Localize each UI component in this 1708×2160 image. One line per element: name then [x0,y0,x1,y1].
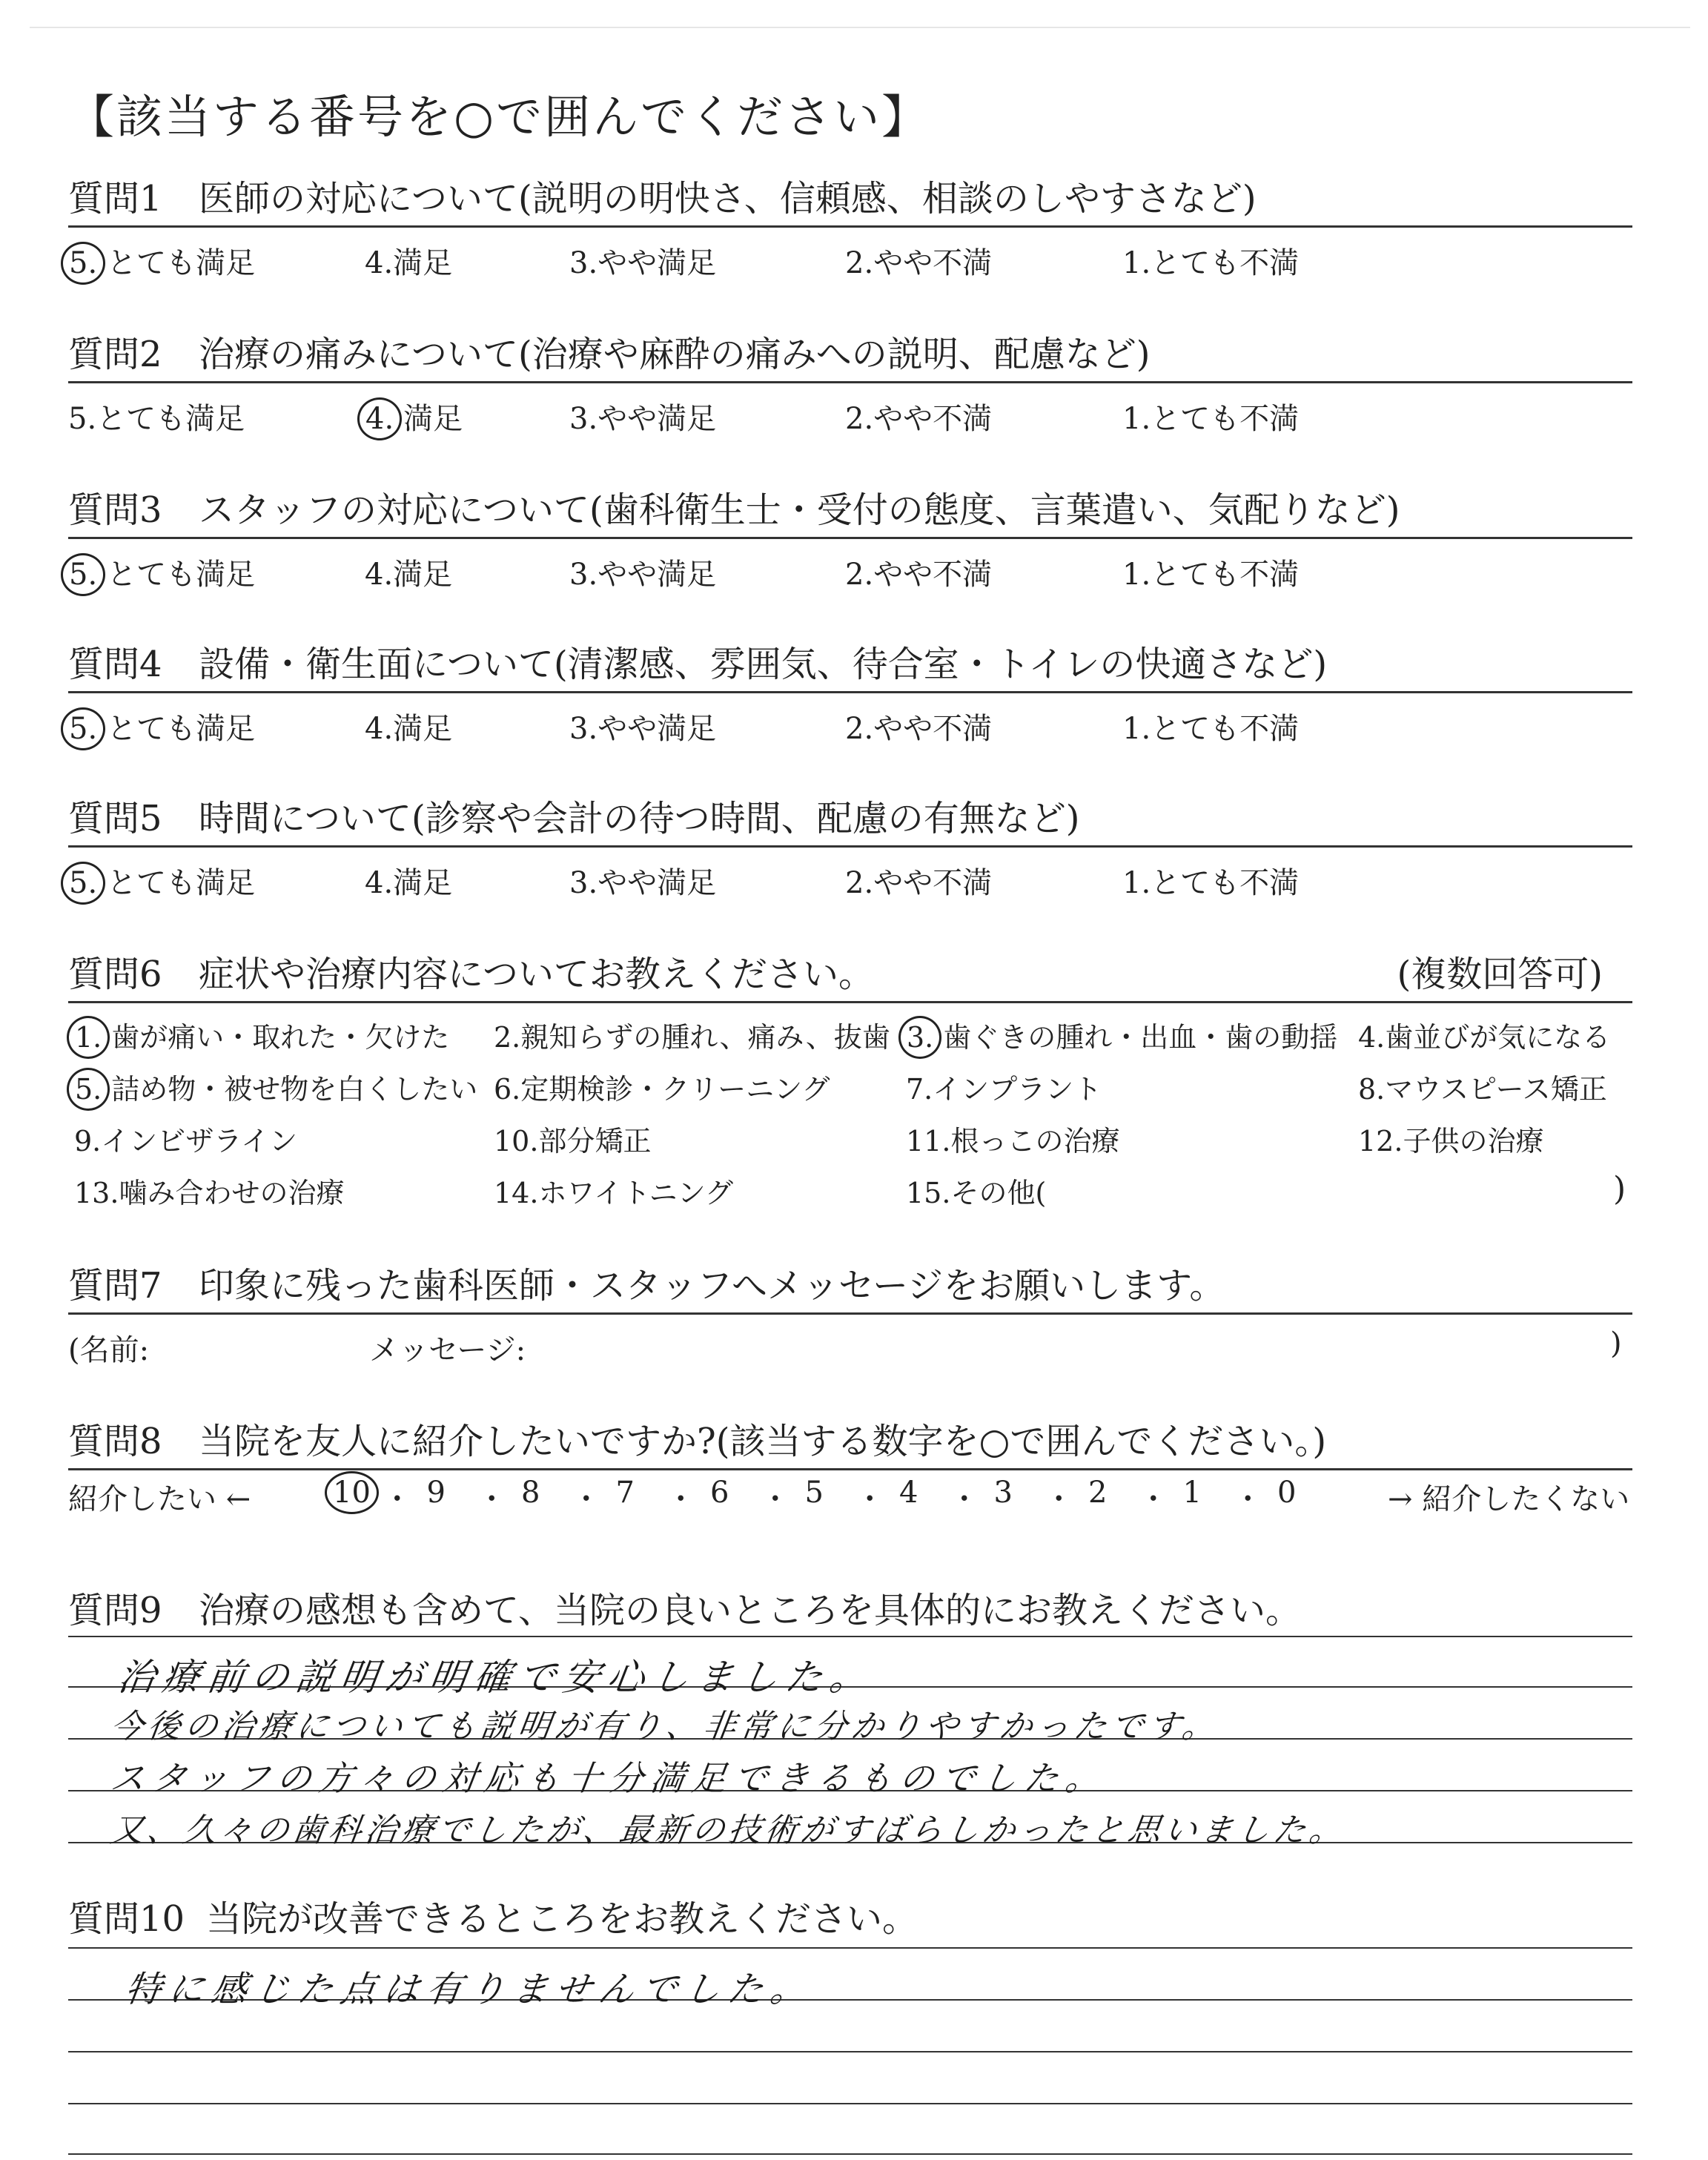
option-number: 2. [845,558,874,592]
question-text: 設備・衛生面について(清潔感、雰囲気、待合室・トイレの快適さなど) [199,644,1328,685]
question-title [68,331,1632,378]
question-number: 質問8 [68,1421,162,1462]
option-number: 4. [365,246,394,280]
question-title [68,1262,1632,1309]
question-rule [68,1468,1632,1470]
option-number: 9. [74,1125,102,1157]
option-label: 満足 [403,402,463,436]
option-label: とても不満 [1151,402,1300,436]
rating-options [68,848,1632,899]
scale-value[interactable]: 1 [1182,1476,1202,1510]
option-number: 14. [494,1177,539,1209]
option-label: とても不満 [1151,246,1300,280]
answer-line [68,2103,1632,2104]
rating-options [68,228,1632,280]
scale-value[interactable]: 8 [521,1476,540,1510]
rating-option[interactable] [1122,705,1299,747]
scale-separator: ・ [760,1482,790,1516]
option-label: やや不満 [873,866,993,900]
option-label: やや不満 [873,712,993,746]
option-number: 11. [906,1125,951,1157]
option-label: とても満足 [107,558,256,592]
question-4 [68,641,1632,745]
option-label: 満足 [393,246,453,280]
option-label: とても満足 [107,712,256,746]
option-label: 子供の治療 [1403,1125,1544,1157]
rating-options [68,539,1632,591]
question-title [68,175,1632,222]
scale-value[interactable]: 9 [426,1476,446,1510]
rating-option[interactable] [1122,859,1299,902]
scale-value[interactable]: 4 [899,1476,918,1510]
rating-option[interactable] [845,859,992,902]
rating-option[interactable] [569,395,716,437]
scale-separator: ・ [382,1482,412,1516]
option-number: 1. [1122,558,1151,592]
circled-option-number: 3. [898,1016,941,1059]
option-label: とても不満 [1151,712,1300,746]
scale-value[interactable]: 5 [804,1476,824,1510]
rating-option[interactable] [845,705,992,747]
circled-option-number: 1. [67,1016,110,1059]
circled-option-number: 4. [357,397,402,440]
option-number: 12. [1358,1125,1403,1157]
question-title [68,795,1632,842]
rating-option[interactable] [365,551,452,593]
option-label: 満足 [393,558,453,592]
circled-option-number: 5. [61,707,105,750]
scale-value[interactable]: 3 [993,1476,1013,1510]
rating-option[interactable] [365,240,452,282]
rating-option[interactable] [1122,240,1299,282]
question-text: 症状や治療内容についてお教えください。 [199,954,875,995]
scale-separator: ・ [477,1482,507,1516]
option-number: 1. [1122,402,1151,436]
message-label: メッセージ: [369,1333,526,1367]
option-number: 2. [845,712,874,746]
option-number: 3. [569,402,598,436]
option-label: 歯並びが気になる [1385,1021,1611,1054]
question-title [68,951,1632,998]
scan-edge-line [30,27,1690,28]
rating-options [68,693,1632,745]
option-label: 満足 [393,866,453,900]
handwritten-answer: 今後の治療についても説明が有り、非常に分かりやすかったです。 [107,1708,1222,1745]
option-number: 10. [494,1125,539,1157]
option-number: 4. [365,712,394,746]
rating-option[interactable] [68,240,255,285]
question-text: 当院を友人に紹介したいですか?(該当する数字を○で囲んでください。) [199,1421,1327,1462]
rating-option[interactable] [365,395,463,440]
scale-separator: ・ [666,1482,696,1516]
option-number: 2. [845,402,874,436]
option-label: 噛み合わせの治療 [119,1177,345,1209]
rating-option[interactable] [569,551,716,593]
question-8 [68,1418,1632,1470]
scale-separator: ・ [949,1482,979,1516]
circled-scale-value[interactable]: 10 [325,1471,379,1514]
option-label: とても満足 [107,866,256,900]
option-label: やや満足 [598,866,717,900]
option-label: やや満足 [598,402,717,436]
scale-separator: ・ [1233,1482,1263,1516]
scale-separator: ・ [571,1482,601,1516]
question-text: 医師の対応について(説明の明快さ、信頼感、相談のしやすさなど) [199,178,1257,219]
circled-option-number: 5. [61,553,105,596]
symptom-option[interactable] [1358,1118,1543,1159]
symptom-option[interactable] [74,1066,477,1111]
symptom-option[interactable] [1358,1014,1610,1055]
option-label: インプラント [933,1073,1102,1106]
question-number: 質問10 [68,1898,185,1940]
symptom-option[interactable] [74,1170,344,1211]
symptom-option[interactable] [1358,1066,1607,1107]
option-number: 2. [845,866,874,900]
option-label: とても満足 [96,402,245,436]
message-fields [68,1315,1632,1367]
question-text: スタッフの対応について(歯科衛生士・受付の態度、言葉遣い、気配りなど) [199,489,1400,531]
circled-option-number: 5. [61,242,105,285]
option-number: 4. [365,866,394,900]
scale-left-label: 紹介したい ← [68,1482,251,1516]
rating-options [68,383,1632,435]
option-label: 歯が痛い・取れた・欠けた [111,1021,450,1054]
question-number: 質問4 [68,644,162,685]
option-number: 15. [906,1177,951,1209]
option-number: 3. [569,712,598,746]
question-2 [68,331,1632,435]
name-label: (名前: [68,1333,150,1367]
scale-separator: ・ [855,1482,885,1516]
symptom-option[interactable] [494,1014,890,1055]
symptom-option[interactable] [494,1170,733,1211]
circled-option-number: 5. [61,862,105,905]
option-label: やや満足 [598,558,717,592]
question-10 [68,1895,1632,1943]
rating-option[interactable] [365,859,452,902]
handwritten-answer: スタッフの方々の対応も十分満足できるものでした。 [107,1758,1110,1798]
question-title [68,486,1632,534]
option-number: 3. [569,246,598,280]
rating-option[interactable] [845,395,992,437]
question-title [68,1418,1632,1465]
question-7 [68,1262,1632,1367]
rating-option[interactable] [365,705,452,747]
option-label: 定期検診・クリーニング [520,1073,830,1106]
option-label: 詰め物・被せ物を白くしたい [111,1073,478,1106]
symptom-option[interactable] [74,1118,297,1159]
question-text: 治療の痛みについて(治療や麻酔の痛みへの説明、配慮など) [199,334,1151,375]
symptom-option[interactable] [74,1014,449,1059]
scale-value[interactable]: 2 [1088,1476,1108,1510]
rating-option[interactable] [68,551,255,596]
scale-value[interactable]: 0 [1277,1476,1297,1510]
question-text: 治療の感想も含めて、当院の良いところを具体的にお教えください。 [199,1590,1302,1631]
option-label: 根っこの治療 [950,1125,1120,1157]
question-1 [68,175,1632,280]
symptom-option[interactable] [906,1170,1046,1211]
option-label: 満足 [393,712,453,746]
option-label: やや不満 [873,246,993,280]
option-label: やや不満 [873,402,993,436]
question-number: 質問9 [68,1590,162,1631]
question-number: 質問2 [68,334,162,375]
recommend-scale [68,1476,1632,1520]
option-number: 8. [1358,1073,1386,1106]
option-label: 親知らずの腫れ、痛み、抜歯 [520,1021,890,1054]
scale-separator: ・ [1044,1482,1074,1516]
question-text: 時間について(診察や会計の待つ時間、配慮の有無など) [199,798,1080,839]
symptom-option[interactable] [906,1014,1337,1059]
rating-option[interactable] [1122,395,1299,437]
option-label: 部分矯正 [538,1125,652,1157]
option-number: 4. [365,558,394,592]
option-label: 歯ぐきの腫れ・出血・歯の動揺 [943,1021,1338,1054]
option-number: 13. [74,1177,119,1209]
answer-line [68,2051,1632,2052]
question-rule [68,1001,1632,1003]
multiple-answers-note: (複数回答可) [1397,954,1603,995]
option-label: その他( [950,1177,1047,1209]
handwritten-answer: 治療前の説明が明確で安心しました。 [115,1656,878,1699]
rating-option[interactable] [569,859,716,902]
scale-separator: ・ [1138,1482,1168,1516]
option-number: 2. [494,1021,521,1054]
question-6 [68,951,1632,1003]
other-close-paren: ) [1613,1170,1626,1208]
question-5 [68,795,1632,899]
symptom-option[interactable] [906,1118,1119,1159]
option-label: やや満足 [598,712,717,746]
question-title [68,1587,1632,1634]
option-label: やや満足 [598,246,717,280]
rating-option[interactable] [845,551,992,593]
answer-line [68,2153,1632,2155]
rating-option[interactable] [569,705,716,747]
option-number: 3. [569,558,598,592]
option-number: 6. [494,1073,521,1106]
scale-value[interactable]: 6 [710,1476,729,1510]
answer-line [68,1947,1632,1949]
option-label: マウスピース矯正 [1385,1073,1607,1106]
rating-option[interactable] [845,240,992,282]
answer-line [68,1636,1632,1637]
question-text: 当院が改善できるところをお教えください。 [206,1898,918,1940]
option-label: やや不満 [873,558,993,592]
option-number: 1. [1122,866,1151,900]
scale-value[interactable]: 7 [615,1476,635,1510]
symptom-option[interactable] [906,1066,1102,1107]
circled-option-number: 5. [67,1068,110,1111]
rating-option[interactable] [569,240,716,282]
option-number: 1. [1122,712,1151,746]
option-number: 3. [569,866,598,900]
rating-option[interactable] [68,705,255,750]
option-number: 2. [845,246,874,280]
option-label: インビザライン [101,1125,298,1157]
handwritten-answer: 特に感じた点は有りませんでした。 [122,1969,817,2010]
rating-option[interactable] [68,859,255,905]
question-3 [68,486,1632,591]
question-text: 印象に残った歯科医師・スタッフへメッセージをお願いします。 [199,1265,1225,1307]
option-label: とても不満 [1151,558,1300,592]
question-number: 質問3 [68,489,162,531]
question-9 [68,1587,1632,1634]
rating-option[interactable] [1122,551,1299,593]
option-number: 1. [1122,246,1151,280]
option-label: ホワイトニング [538,1177,734,1209]
message-close-paren: ) [1610,1327,1622,1361]
question-number: 質問1 [68,178,162,219]
question-title [68,1895,1632,1943]
option-number: 4. [1358,1021,1386,1054]
rating-option[interactable] [68,395,245,437]
symptom-option[interactable] [494,1118,651,1159]
handwritten-answer: 又、久々の歯科治療でしたが、最新の技術がすばらしかったと思いました。 [107,1811,1348,1849]
question-number: 質問5 [68,798,162,839]
option-number: 7. [906,1073,933,1106]
question-number: 質問7 [68,1265,162,1307]
question-title [68,641,1632,688]
page-heading: 【該当する番号を○で囲んでください】 [68,90,930,144]
option-label: とても満足 [107,246,256,280]
scale-right-label: → 紹介したくない [1388,1482,1630,1516]
symptom-option[interactable] [494,1066,830,1107]
option-number: 5. [68,402,97,436]
question-number: 質問6 [68,954,162,995]
option-label: とても不満 [1151,866,1300,900]
